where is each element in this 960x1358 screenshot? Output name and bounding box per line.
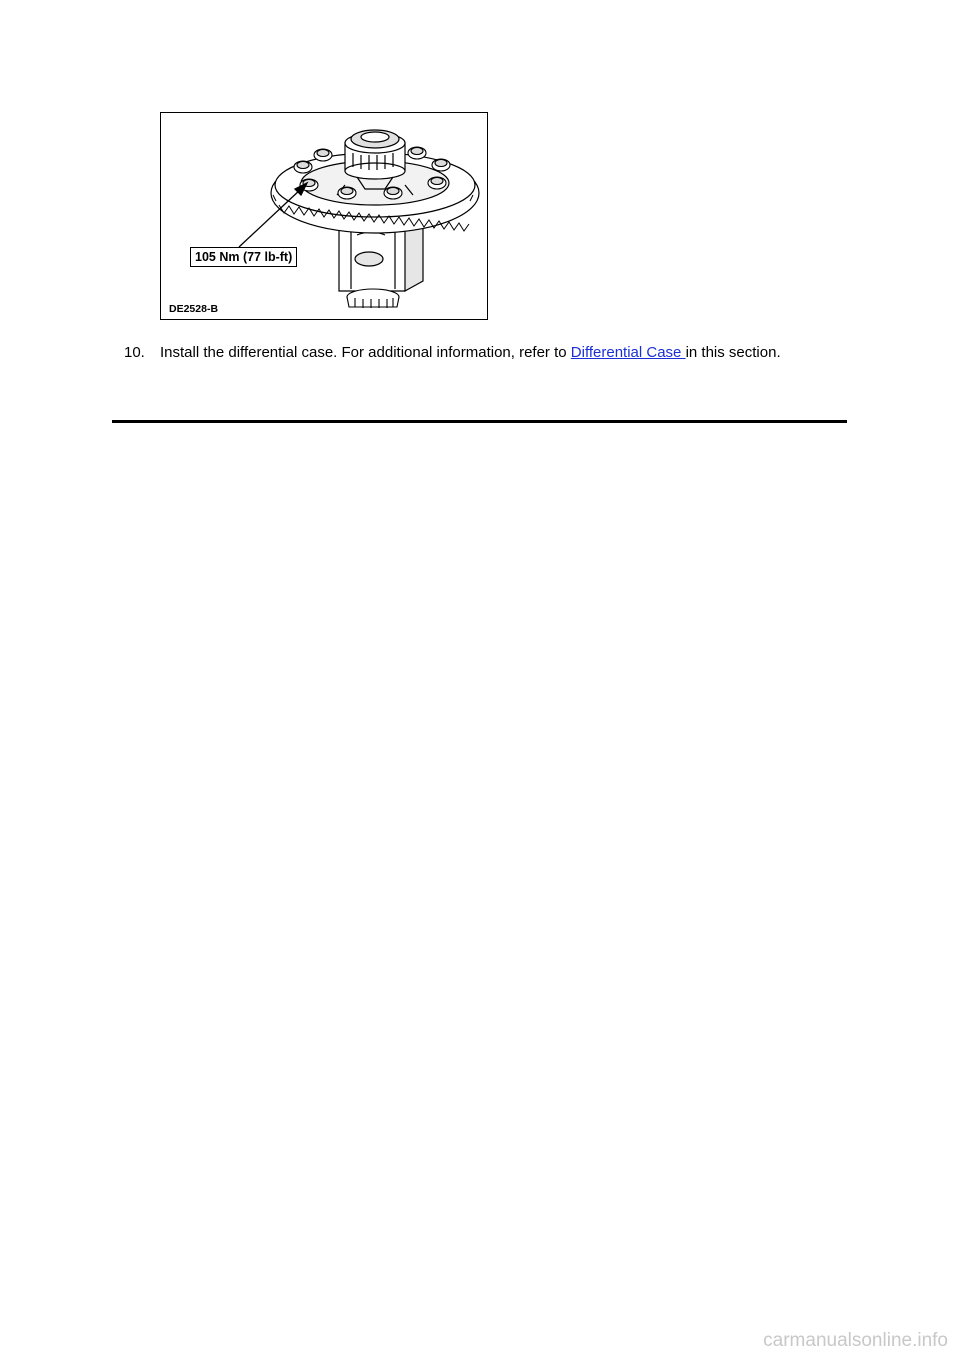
step-text-after: in this section.: [685, 344, 781, 361]
lower-bearing: [347, 289, 399, 308]
torque-spec-label: 105 Nm (77 lb-ft): [190, 247, 297, 267]
differential-case-link[interactable]: Differential Case: [570, 344, 686, 361]
bolt-icon: [338, 187, 356, 199]
site-watermark: carmanualsonline.info: [763, 1330, 948, 1351]
bolt-icon: [408, 147, 426, 159]
section-divider: [112, 420, 847, 423]
figure-id: DE2528-B: [169, 303, 219, 315]
step-text-before: Install the differential case. For additional information, refer to: [160, 344, 571, 361]
bolt-icon: [314, 149, 332, 161]
bolt-icon: [384, 187, 402, 199]
bolt-icon: [432, 159, 450, 171]
bolt-icon: [294, 161, 312, 173]
step-text: [160, 343, 781, 363]
differential-drawing: [161, 113, 488, 320]
differential-illustration: [160, 112, 488, 320]
step-number: 10.: [124, 344, 145, 361]
bolt-icon: [428, 177, 446, 189]
